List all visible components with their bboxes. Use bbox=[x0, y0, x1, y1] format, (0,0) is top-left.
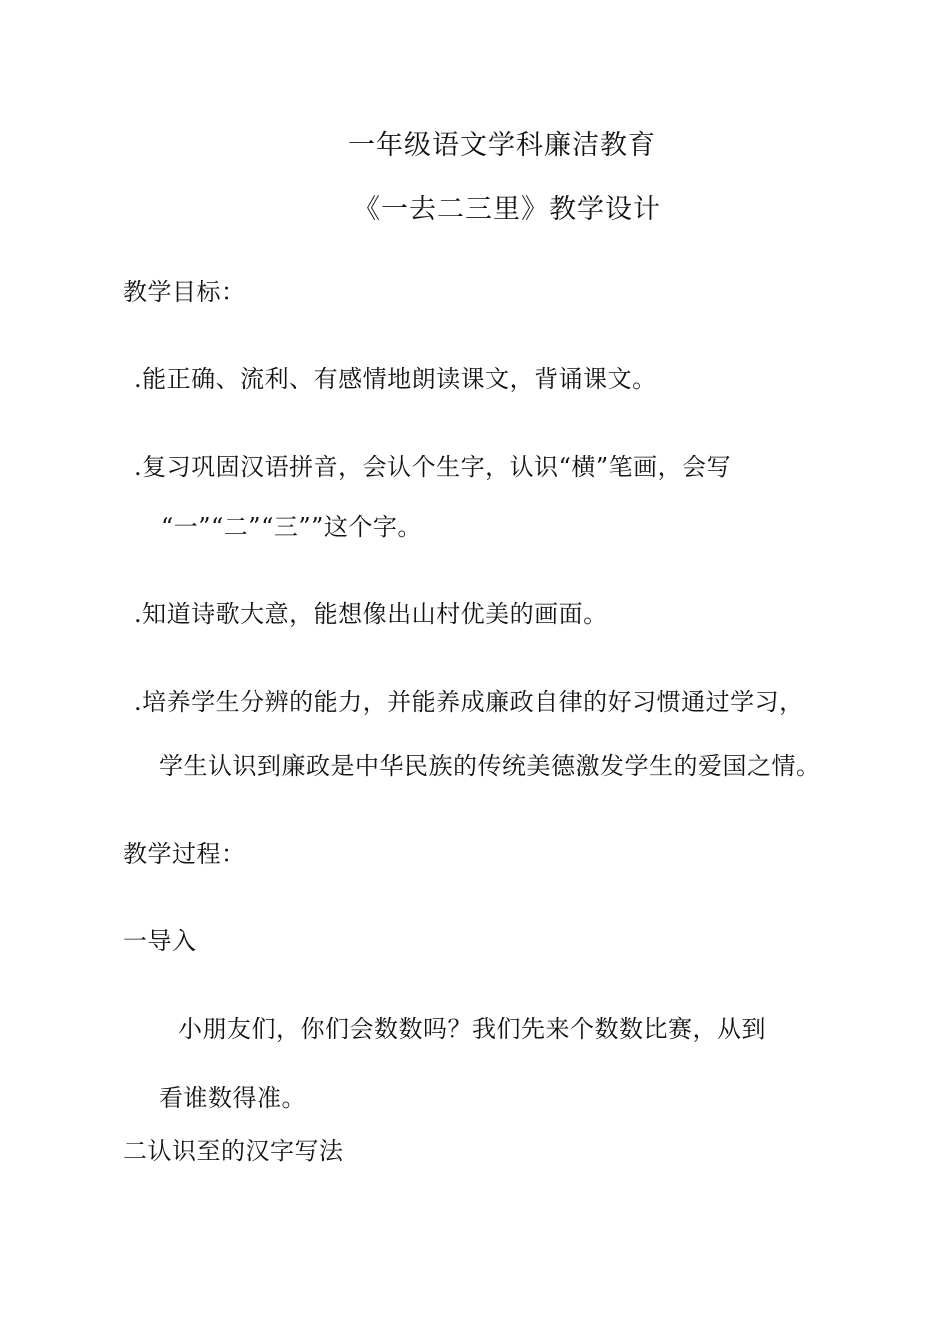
objective-2-line-1: .复习巩固汉语拼音，会认个生字，认识“横”笔画，会写 bbox=[134, 453, 732, 481]
objective-4-line-2: 学生认识到廉政是中华民族的传统美德激发学生的爱国之情。 bbox=[159, 752, 821, 780]
section-1-paragraph-line-2: 看谁数得准。 bbox=[159, 1084, 306, 1112]
document-subtitle: 《一去二三里》教学设计 bbox=[353, 194, 661, 225]
document-title: 一年级语文学科廉洁教育 bbox=[348, 130, 656, 161]
process-heading: 教学过程： bbox=[123, 840, 246, 868]
section-2-heading: 二认识至的汉字写法 bbox=[123, 1137, 344, 1165]
objectives-heading: 教学目标： bbox=[123, 278, 246, 306]
objective-3: .知道诗歌大意，能想像出山村优美的画面。 bbox=[134, 600, 608, 628]
section-1-heading: 一导入 bbox=[123, 927, 197, 955]
objective-4-line-1: .培养学生分辨的能力，并能养成廉政自律的好习惯通过学习， bbox=[134, 688, 804, 716]
objective-1: .能正确、流利、有感情地朗读课文，背诵课文。 bbox=[134, 365, 657, 393]
objective-2-line-2: “一”“二”“三””这个字。 bbox=[161, 513, 422, 541]
section-1-paragraph-line-1: 小朋友们，你们会数数吗？我们先来个数数比赛，从到 bbox=[178, 1015, 766, 1043]
